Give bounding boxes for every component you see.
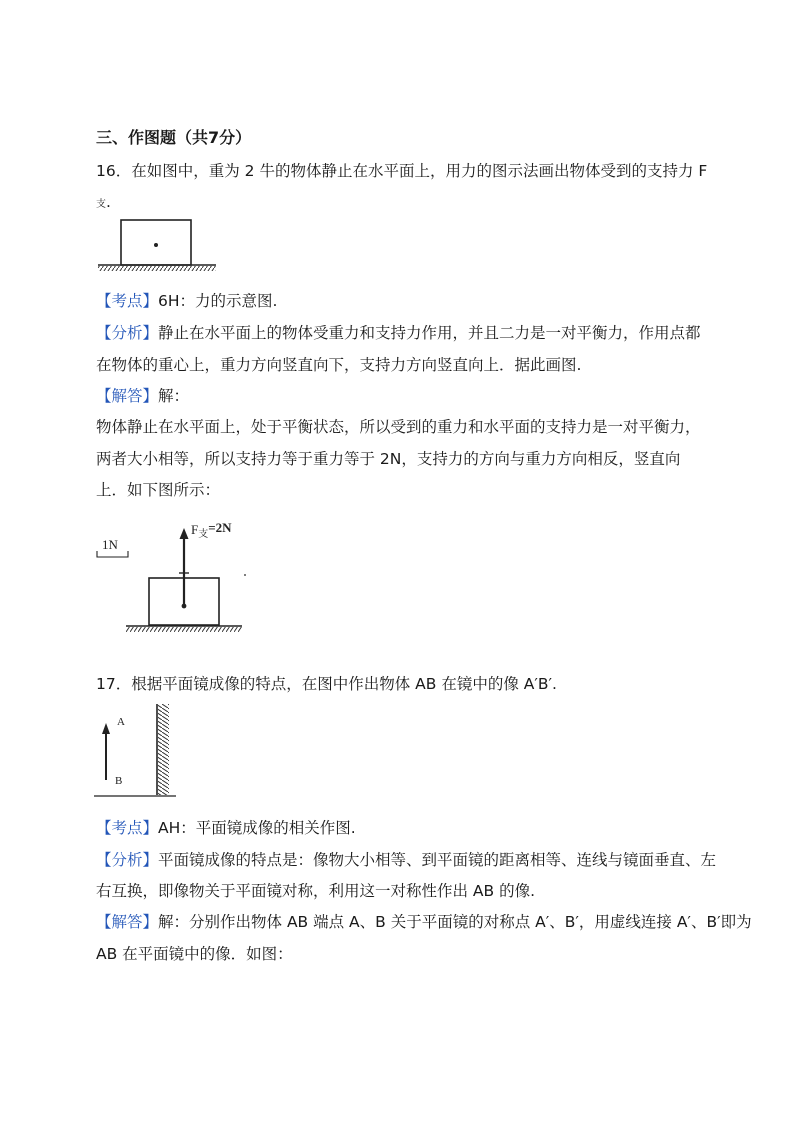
label-a: A [117,716,125,728]
jieda-tag: 【解答】 [96,387,159,405]
q17-question-line1: 17．根据平面镜成像的特点，在图中作出物体 AB 在镜中的像 A′B′. [96,675,557,693]
force-label-sub: 支 [198,529,209,540]
force-ground-hatch [126,627,242,632]
q17-fenxi-line1 [96,850,716,870]
q17-jieda-tag: 【解答】 [96,913,159,931]
q17-kaodian [96,818,356,838]
q16-fenxi-line2: 在物体的重心上，重力方向竖直向下，支持力方向竖直向上．据此画图. [96,356,582,374]
q16-question-end: . [106,193,111,211]
q16-question-line1: 16．在如图中，重为 2 牛的物体静止在水平面上，用力的图示法画出物体受到的支持力 F [96,162,708,180]
q17-fenxi-tag: 【分析】 [96,851,159,869]
center-dot [154,243,158,247]
fenxi-text-1: 静止在水平面上的物体受重力和支持力作用，并且二力是一对平衡力，作用点都 [158,324,701,342]
stray-dot [244,574,246,576]
force-arrow-head [180,528,189,539]
q17-fenxi-line2: 右互换，即像物关于平面镜对称，利用这一对称性作出 AB 的像. [96,882,536,900]
label-b: B [115,775,123,787]
ground-hatch [98,266,216,271]
q16-jieda [96,386,189,406]
q16-answer-line2: 两者大小相等，所以支持力等于重力等于 2N，支持力的方向与重力方向相反，竖直向 [96,450,681,468]
q17-fenxi-text-1: 平面镜成像的特点是：像物大小相等、到平面镜的距离相等、连线与镜面垂直、左 [158,851,717,869]
q16-kaodian [96,291,277,311]
mirror-hatch [158,704,169,795]
box [121,220,191,265]
q17-jieda-text-1: 解：分别作出物体 AB 端点 A、B 关于平面镜的对称点 A′、B′，用虚线连接 A′、B′即为 [158,913,752,931]
q16-question-line2 [96,192,111,215]
q17-kaodian-text: AH：平面镜成像的相关作图. [158,819,356,837]
q16-answer-line3: 上．如下图所示： [96,481,221,499]
force-label-f: F [191,522,199,537]
jieda-text: 解： [158,387,190,405]
q16-answer-line1: 物体静止在水平面上，处于平衡状态，所以受到的重力和水平面的支持力是一对平衡力， [96,418,701,436]
q17-jieda-line2: AB 在平面镜中的像．如图： [96,945,293,963]
q16-subscript: 支 [96,199,106,210]
kaodian-tag: 【考点】 [96,292,159,310]
q16-force-diagram [90,518,260,634]
object-ab-head [102,723,110,734]
q17-mirror-figure [90,700,182,800]
scale-label: 1N [102,537,118,552]
q17-kaodian-tag: 【考点】 [96,819,159,837]
action-point [182,604,187,609]
q16-box-figure [94,214,220,274]
force-label [191,520,232,540]
section-title: 三、作图题（共7分） [96,128,252,147]
q16-fenxi-line1 [96,323,701,343]
fenxi-tag: 【分析】 [96,324,159,342]
force-label-value: =2N [208,520,232,535]
kaodian-text: 6H：力的示意图. [158,292,278,310]
q17-jieda-line1 [96,912,752,932]
